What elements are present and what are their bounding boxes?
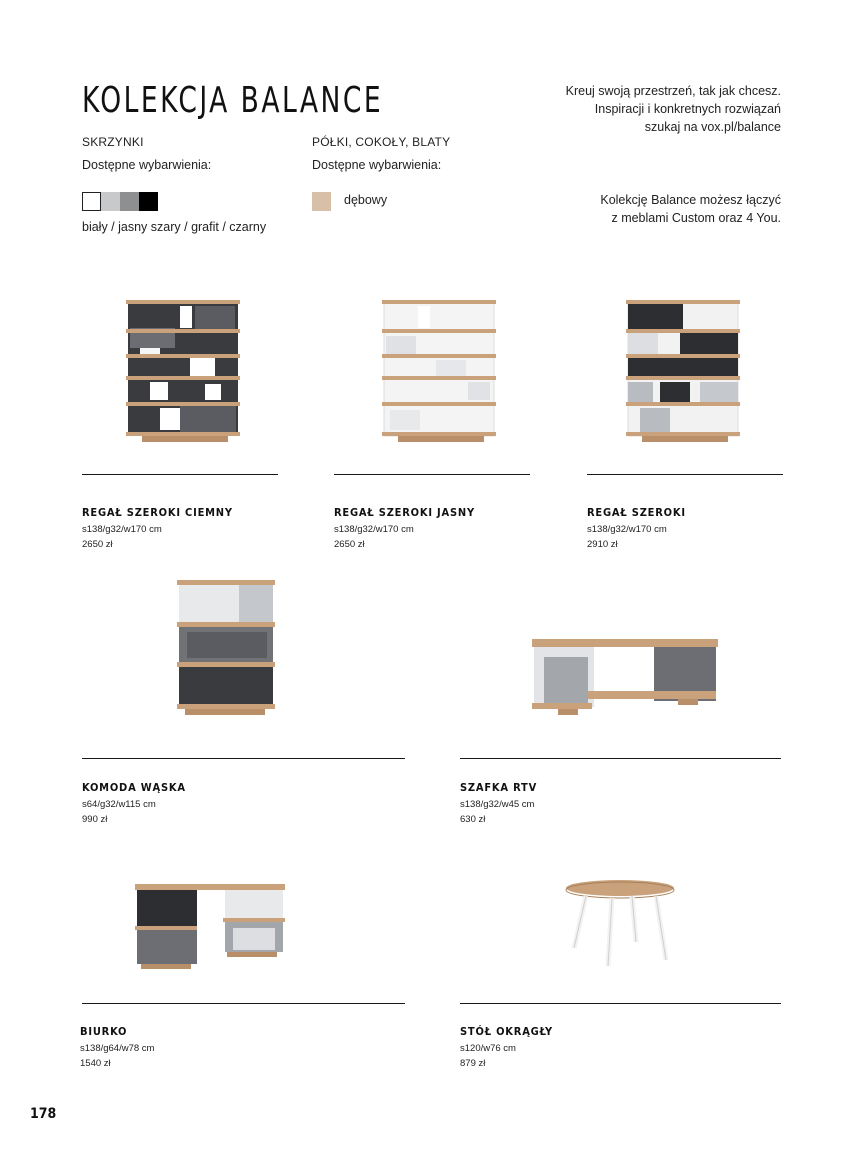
product-dimensions: s138/g64/w78 cm	[80, 1043, 155, 1054]
boxes-swatches	[82, 192, 158, 211]
divider	[82, 1003, 405, 1004]
combine-note-line: z meblami Custom oraz 4 You.	[611, 211, 781, 225]
boxes-colors-label: Dostępne wybarwienia:	[82, 158, 212, 172]
product-price: 630 zł	[460, 814, 486, 825]
product-dimensions: s138/g32/w170 cm	[82, 524, 162, 535]
product-price: 2910 zł	[587, 539, 618, 550]
divider	[587, 474, 783, 475]
boxes-label: SKRZYNKI	[82, 135, 144, 149]
tagline-line: Inspiracji i konkretnych rozwiązań	[594, 102, 781, 116]
product-dimensions: s64/g32/w115 cm	[82, 799, 156, 810]
swatch-black	[139, 192, 158, 211]
divider	[82, 758, 405, 759]
product-image-regal-jasny	[376, 298, 501, 446]
product-name: REGAŁ SZEROKI JASNY	[334, 506, 475, 519]
tagline-line: szukaj na vox.pl/balance	[644, 120, 781, 134]
boxes-colors-text: biały / jasny szary / grafit / czarny	[82, 220, 267, 234]
product-dimensions: s138/g32/w45 cm	[460, 799, 535, 810]
shelves-colors-label: Dostępne wybarwienia:	[312, 158, 442, 172]
tagline	[481, 82, 781, 136]
product-price: 1540 zł	[80, 1058, 111, 1069]
page-number: 178	[30, 1106, 57, 1122]
product-name: BIURKO	[80, 1025, 128, 1038]
product-caption	[82, 781, 186, 827]
shelves-colors-text: dębowy	[344, 193, 388, 207]
swatch-white	[82, 192, 101, 211]
product-image-biurko	[133, 880, 289, 972]
product-image-komoda	[175, 578, 277, 720]
product-dimensions: s120/w76 cm	[460, 1043, 516, 1054]
product-name: REGAŁ SZEROKI CIEMNY	[82, 506, 233, 519]
product-dimensions: s138/g32/w170 cm	[587, 524, 667, 535]
product-caption	[460, 1025, 553, 1071]
divider	[460, 758, 781, 759]
product-caption	[82, 506, 233, 552]
combine-note	[481, 191, 781, 227]
product-name: REGAŁ SZEROKI	[587, 506, 686, 519]
product-image-stol-okragly	[562, 876, 678, 970]
product-caption	[587, 506, 686, 552]
product-caption	[460, 781, 537, 827]
swatch-oak	[312, 192, 331, 211]
tagline-line: Kreuj swoją przestrzeń, tak jak chcesz.	[565, 84, 781, 98]
product-image-regal-szeroki	[620, 298, 745, 446]
product-caption	[334, 506, 475, 552]
product-price: 2650 zł	[334, 539, 365, 550]
swatch-graphite	[120, 192, 139, 211]
shelves-label: PÓŁKI, COKOŁY, BLATY	[312, 135, 451, 149]
divider	[82, 474, 278, 475]
product-price: 2650 zł	[82, 539, 113, 550]
product-price: 990 zł	[82, 814, 108, 825]
product-name: STÓŁ OKRĄGŁY	[460, 1025, 553, 1038]
swatch-light-grey	[101, 192, 120, 211]
product-name: KOMODA WĄSKA	[82, 781, 186, 794]
product-caption	[80, 1025, 154, 1071]
product-dimensions: s138/g32/w170 cm	[334, 524, 414, 535]
product-image-regal-ciemny	[120, 298, 245, 446]
product-image-szafka-rtv	[528, 635, 720, 719]
divider	[460, 1003, 781, 1004]
combine-note-line: Kolekcję Balance możesz łączyć	[600, 193, 781, 207]
product-name: SZAFKA RTV	[460, 781, 538, 794]
divider	[334, 474, 530, 475]
page-title: KOLEKCJA BALANCE	[82, 80, 384, 121]
product-price: 879 zł	[460, 1058, 486, 1069]
